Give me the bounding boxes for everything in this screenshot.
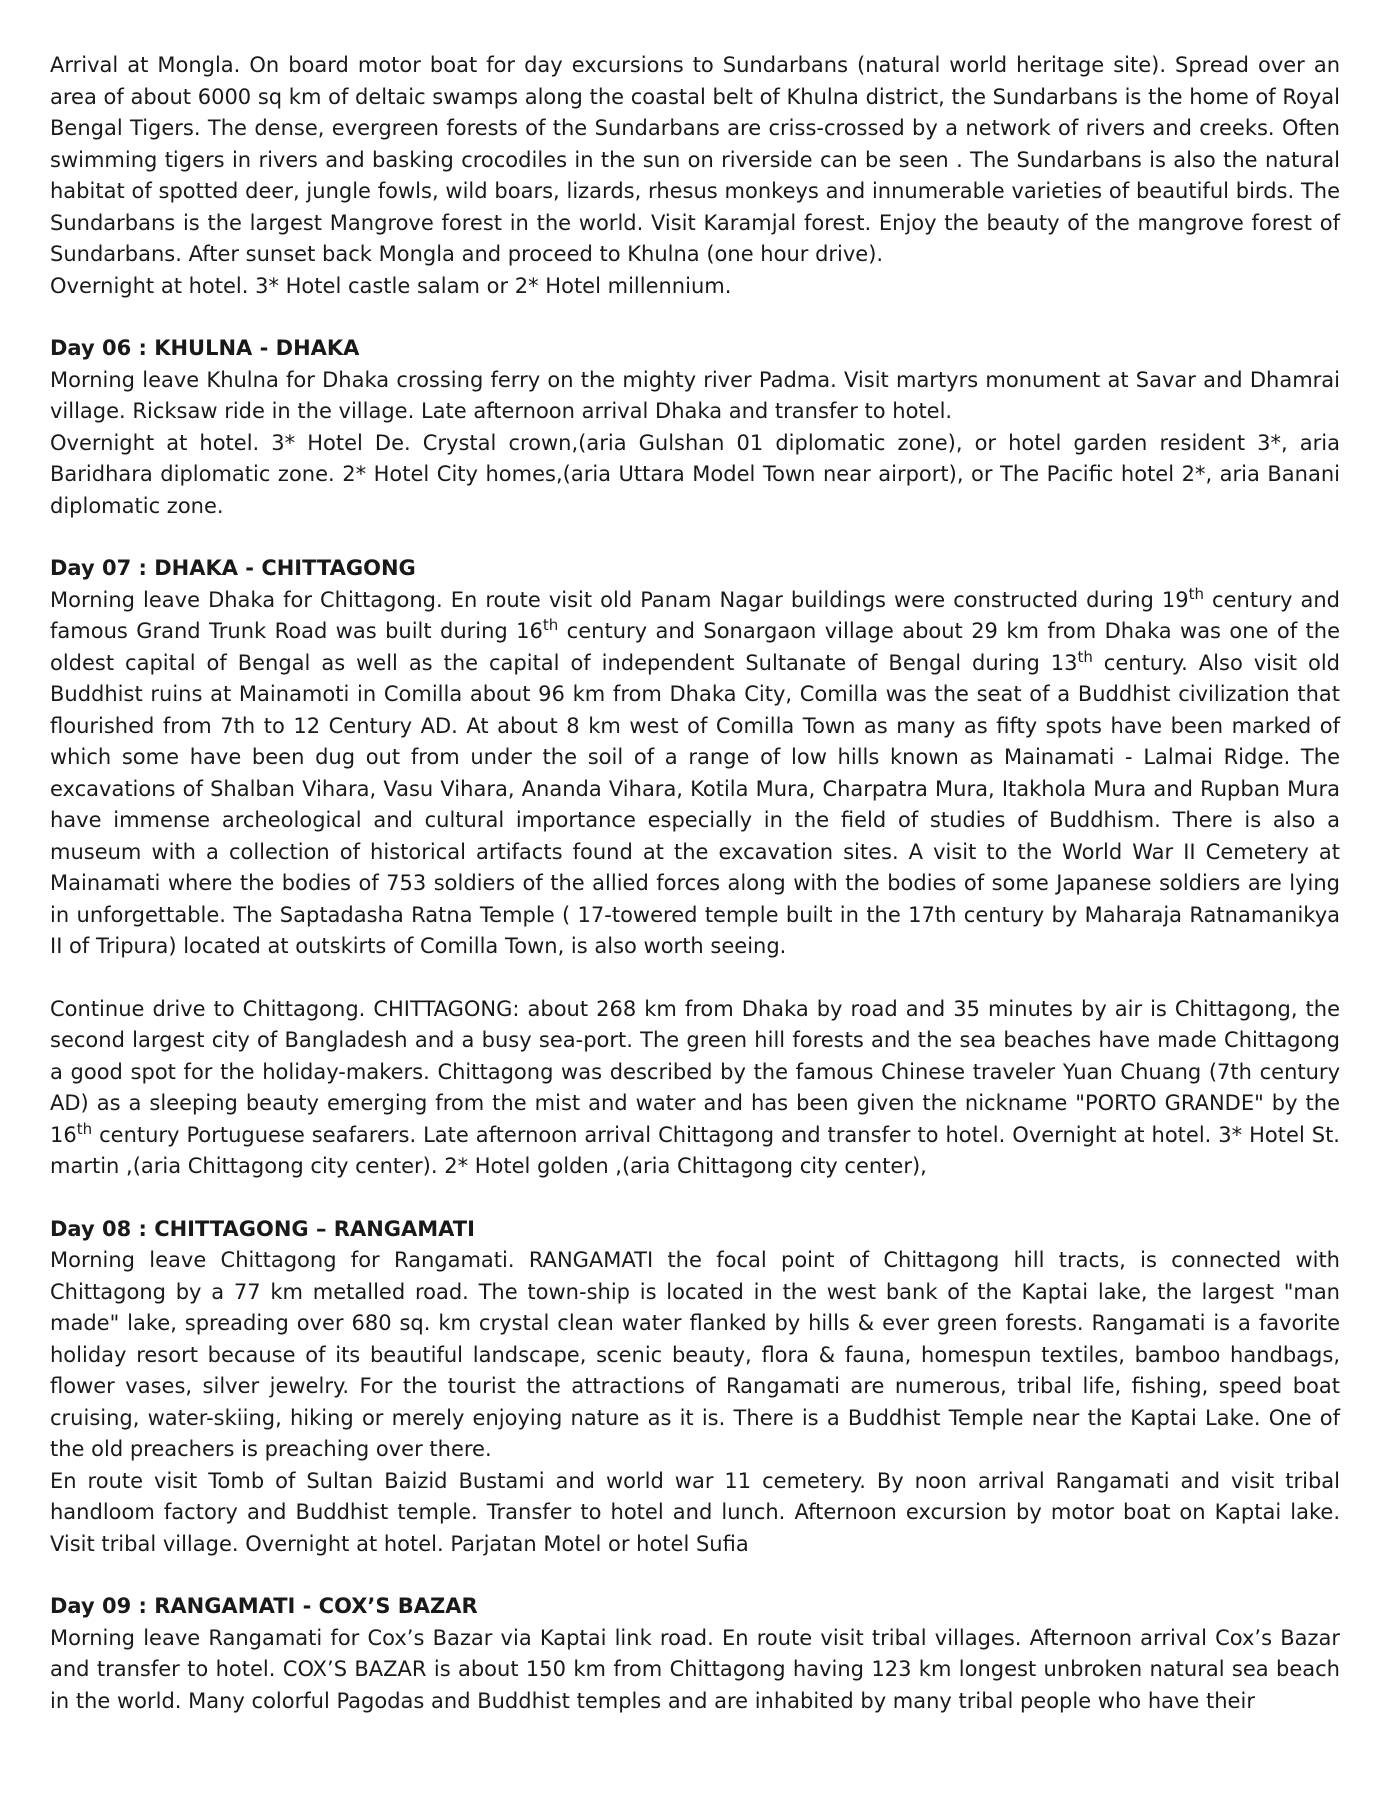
- intro-paragraph: Arrival at Mongla. On board motor boat for day excursions to Sundarbans (natural world heritage site). Spread over an area of about 6000 sq km of deltaic swamps along the coastal belt of Khulna district, the Sundarbans is the home of Royal Bengal Tigers. The dense, evergreen forests of the Sundarbans are criss-crossed by a network of rivers and creeks. Often swimming tigers in rivers and basking crocodiles in the sun on riverside can be seen . The Sundarbans is also the natural habitat of spotted deer, jungle fowls, wild boars, lizards, rhesus monkeys and innumerable varieties of beautiful birds. The Sundarbans is the largest Mangrove forest in the world. Visit Karamjal forest. Enjoy the beauty of the mangrove forest of Sundarbans. After sunset back Mongla and proceed to Khulna (one hour drive).: [50, 53, 1340, 266]
- text-run: Continue drive to Chittagong. CHITTAGONG: about 268 km from Dhaka by road and 35 minutes by air is Chittagong, the second largest city of Bangladesh and a busy sea-port. The green hill forests and the sea beaches have made Chittagong a good spot for the holiday-makers. Chittagong was described by the famous Chinese traveler Yuan Chuang (7th century AD) as a sleeping beauty emerging from the mist and water and has been given the nickname "PORTO GRANDE" by the 16: [50, 996, 1340, 1147]
- day07-paragraph-2: [50, 994, 1340, 1183]
- day06-overnight: Overnight at hotel. 3* Hotel De. Crystal crown,(aria Gulshan 01 diplomatic zone), or hotel garden resident 3*, aria Baridhara diplomatic zone. 2* Hotel City homes,(aria Uttara Model Town near airport), or The Pacific hotel 2*, aria Banani diplomatic zone.: [50, 430, 1340, 518]
- spacer: [50, 302, 1340, 333]
- spacer: [50, 963, 1340, 994]
- ordinal-suffix: th: [542, 616, 559, 634]
- day06-heading: Day 06 : KHULNA - DHAKA: [50, 336, 360, 360]
- day08-enroute: En route visit Tomb of Sultan Baizid Bustami and world war 11 cemetery. By noon arrival Rangamati and visit tribal handloom factory and Buddhist temple. Transfer to hotel and lunch. Afternoon excursion by motor boat on Kaptai lake. Visit tribal village. Overnight at hotel. Parjatan Motel or hotel Sufia: [50, 1468, 1340, 1556]
- day06-paragraph: Morning leave Khulna for Dhaka crossing ferry on the mighty river Padma. Visit martyrs monument at Savar and Dhamrai village. Ricksaw ride in the village. Late afternoon arrival Dhaka and transfer to hotel.: [50, 367, 1340, 423]
- day07-paragraph-1: [50, 585, 1340, 963]
- day09-heading: Day 09 : RANGAMATI - COX’S BAZAR: [50, 1594, 478, 1618]
- ordinal-suffix: th: [1188, 584, 1205, 603]
- day08-paragraph: Morning leave Chittagong for Rangamati. RANGAMATI the focal point of Chittagong hill tracts, is connected with Chittagong by a 77 km metalled road. The town-ship is located in the west bank of the Kaptai lake, the largest "man made" lake, spreading over 680 sq. km crystal clean water flanked by hills & ever green forests. Rangamati is a favorite holiday resort because of its beautiful landscape, scenic beauty, flora & fauna, homespun textiles, bamboo handbags, flower vases, silver jewelry. For the tourist the attractions of Rangamati are numerous, tribal life, fishing, speed boat cruising, water-skiing, hiking or merely enjoying nature as it is. There is a Buddhist Temple near the Kaptai Lake. One of the old preachers is preaching over there.: [50, 1248, 1340, 1461]
- day07-heading: Day 07 : DHAKA - CHITTAGONG: [50, 556, 416, 580]
- text-run: century and Sonargaon village about 29 km from Dhaka was one of the oldest capital of Bengal as well as the capital of independent Sultanate of Bengal during 13: [50, 619, 1340, 675]
- ordinal-suffix: th: [76, 1119, 93, 1138]
- itinerary-page: [50, 50, 1340, 1717]
- day09-paragraph: Morning leave Rangamati for Cox’s Bazar via Kaptai link road. En route visit tribal villages. Afternoon arrival Cox’s Bazar and transfer to hotel. COX’S BAZAR is about 150 km from Chittagong having 123 km longest unbroken natural sea beach in the world. Many colorful Pagodas and Buddhist temples and are inhabited by many tribal people who have their: [50, 1625, 1340, 1713]
- text-run: Morning leave Dhaka for Chittagong. En route visit old Panam Nagar buildings were constructed during 19: [50, 587, 1189, 612]
- text-run: century Portuguese seafarers. Late afternoon arrival Chittagong and transfer to hotel. Overnight at hotel. 3* Hotel St. martin ,(aria Chittagong city center). 2* Hotel golden ,(aria Chittagong city center),: [50, 1122, 1340, 1178]
- text-run: century. Also visit old Buddhist ruins at Mainamoti in Comilla about 96 km from Dhaka City, Comilla was the seat of a Buddhist civilization that flourished from 7th to 12 Century AD. At about 8 km west of Comilla Town as many as fifty spots have been marked of which some have been dug out from under the soil of a range of low hills known as Mainamati - Lalmai Ridge. The excavations of Shalban Vihara, Vasu Vihara, Ananda Vihara, Kotila Mura, Charpatra Mura, Itakhola Mura and Rupban Mura have immense archeological and cultural importance especially in the field of studies of Buddhism. There is also a museum with a collection of historical artifacts found at the excavation sites. A visit to the World War II Cemetery at Mainamati where the bodies of 753 soldiers of the allied forces along with the bodies of some Japanese soldiers are lying in unforgettable. The Saptadasha Ratna Temple ( 17-towered temple built in the 17th century by Maharaja Ratnamanikya II of Tripura) located at outskirts of Comilla Town, is also worth seeing.: [50, 650, 1340, 958]
- ordinal-suffix: th: [1077, 647, 1093, 666]
- day08-heading: Day 08 : CHITTAGONG – RANGAMATI: [50, 1216, 475, 1241]
- text-run: century and famous Grand Trunk Road was built during 16: [50, 587, 1340, 643]
- spacer: [50, 1183, 1340, 1214]
- spacer: [50, 522, 1340, 553]
- spacer: [50, 1560, 1340, 1591]
- intro-overnight: Overnight at hotel. 3* Hotel castle salam or 2* Hotel millennium.: [50, 273, 732, 298]
